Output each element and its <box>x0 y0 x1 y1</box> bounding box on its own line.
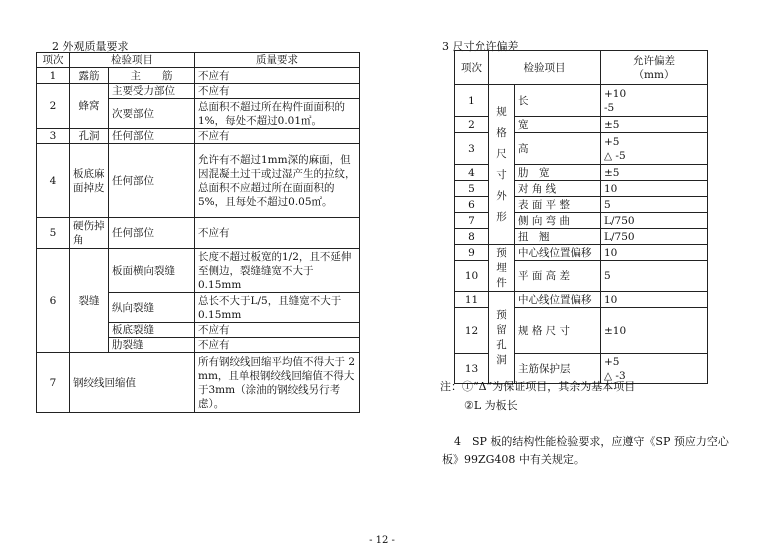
row-item: 露筋 <box>70 68 109 84</box>
row-no: 11 <box>455 292 489 308</box>
group-char: 留 <box>496 324 507 336</box>
row-item: 规 格 尺 寸 <box>515 308 601 354</box>
group-char: 孔 <box>496 339 507 351</box>
group-char: 规 <box>496 106 507 118</box>
row-no: 7 <box>455 213 489 229</box>
row-no: 4 <box>455 165 489 181</box>
row-req: 总面积不超过所在构件面面积的1%，每处不超过0.01㎡。 <box>195 99 360 129</box>
row-item: 硬伤掉角 <box>70 218 109 249</box>
row-tolerance: 5 <box>601 197 708 213</box>
row-req: 不应有 <box>195 323 360 338</box>
row-item: 长 <box>515 85 601 117</box>
row-no: 1 <box>37 68 70 84</box>
row-sub: 任何部位 <box>109 129 195 144</box>
row-req: 总长不大于L/5，且缝宽不大于 0.15mm <box>195 293 360 323</box>
row-item: 对 角 线 <box>515 181 601 197</box>
row-tolerance: ±5 <box>601 165 708 181</box>
group-char: 外 <box>496 190 507 202</box>
row-tolerance: 10 <box>601 181 708 197</box>
group-char: 埋 <box>496 262 507 274</box>
row-sub: 纵向裂缝 <box>109 293 195 323</box>
row-req: 不应有 <box>195 129 360 144</box>
left-section-title: 2 外观质量要求 <box>52 40 129 53</box>
row-no: 3 <box>455 133 489 165</box>
row-no: 2 <box>37 84 70 129</box>
row-req: 允许有不超过1mm深的麻面，但因混凝土过干或过湿产生的拉纹，总面积不应超过所在面面积的 5%，且每处不超过0.05㎡。 <box>195 144 360 218</box>
section-4-paragraph: 4 SP 板的结构性能检验要求，应遵守《SP 预应力空心板》99ZG408 中有关规定。 <box>442 435 729 466</box>
row-tolerance: L/750 <box>601 213 708 229</box>
row-tolerance: ±10 <box>601 308 708 354</box>
row-no: 7 <box>37 353 70 413</box>
row-tolerance: L/750 <box>601 229 708 245</box>
row-no: 5 <box>455 181 489 197</box>
row-no: 6 <box>455 197 489 213</box>
header-no: 项次 <box>455 51 489 85</box>
row-no: 8 <box>455 229 489 245</box>
row-item: 高 <box>515 133 601 165</box>
row-sub: 肋裂缝 <box>109 338 195 353</box>
row-item: 肋 宽 <box>515 165 601 181</box>
row-sub: 主 筋 <box>109 68 195 84</box>
row-sub: 板底裂缝 <box>109 323 195 338</box>
group-label <box>489 245 515 292</box>
row-tolerance: +10 -5 <box>601 85 708 117</box>
row-sub: 板面横向裂缝 <box>109 249 195 293</box>
appearance-quality-table <box>36 52 360 413</box>
row-item: 扭 翘 <box>515 229 601 245</box>
row-no: 2 <box>455 117 489 133</box>
group-char: 格 <box>496 127 507 139</box>
row-item: 表 面 平 整 <box>515 197 601 213</box>
row-no: 10 <box>455 261 489 292</box>
dimension-tolerance-table <box>454 50 708 384</box>
row-item: 钢绞线回缩值 <box>70 353 195 413</box>
row-sub: 次要部位 <box>109 99 195 129</box>
right-section-title: 3 尺寸允许偏差 <box>442 40 519 53</box>
row-item: 侧 向 弯 曲 <box>515 213 601 229</box>
row-item: 裂缝 <box>70 249 109 353</box>
row-tolerance: 10 <box>601 245 708 261</box>
row-sub: 主要受力部位 <box>109 84 195 99</box>
header-req: 质量要求 <box>195 53 360 68</box>
note-1: 注：①“Δ”为保证项目，其余为基本项目 <box>440 380 636 393</box>
row-item: 孔洞 <box>70 129 109 144</box>
page-number: - 12 - <box>369 535 395 546</box>
group-char: 预 <box>496 247 507 259</box>
header-tol: 允许偏差 （mm） <box>601 51 708 85</box>
row-tolerance: +5 △ -3 <box>601 354 708 384</box>
row-no: 12 <box>455 308 489 354</box>
row-item: 中心线位置偏移 <box>515 292 601 308</box>
row-req: 长度不超过板宽的1/2，且不延伸至侧边，裂缝缝宽不大于0.15mm <box>195 249 360 293</box>
row-item: 平 面 高 差 <box>515 261 601 292</box>
row-tolerance: 10 <box>601 292 708 308</box>
row-sub: 任何部位 <box>109 218 195 249</box>
row-req: 所有钢绞线回缩平均值不得大于 2 mm，且单根钢绞线回缩值不得大于3mm（涂油的钢绞线另行考虑）。 <box>195 353 360 413</box>
row-tolerance: 5 <box>601 261 708 292</box>
group-label <box>489 292 515 384</box>
row-sub: 任何部位 <box>109 144 195 218</box>
row-req: 不应有 <box>195 84 360 99</box>
row-req: 不应有 <box>195 218 360 249</box>
header-item: 检验项目 <box>70 53 195 68</box>
row-req: 不应有 <box>195 68 360 84</box>
row-item: 宽 <box>515 117 601 133</box>
row-no: 4 <box>37 144 70 218</box>
note-2: ②L 为板长 <box>464 399 518 412</box>
row-no: 5 <box>37 218 70 249</box>
row-item: 板底麻面掉皮 <box>70 144 109 218</box>
group-char: 形 <box>496 211 507 223</box>
row-item: 蜂窝 <box>70 84 109 129</box>
group-char: 寸 <box>496 169 507 181</box>
row-no: 9 <box>455 245 489 261</box>
group-char: 洞 <box>496 354 507 366</box>
header-item: 检验项目 <box>489 51 601 85</box>
row-item: 中心线位置偏移 <box>515 245 601 261</box>
row-req: 不应有 <box>195 338 360 353</box>
row-item: 主筋保护层 <box>515 354 601 384</box>
row-tolerance: +5 △ -5 <box>601 133 708 165</box>
group-char: 预 <box>496 309 507 321</box>
header-no: 项次 <box>37 53 70 68</box>
group-char: 尺 <box>496 148 507 160</box>
row-no: 1 <box>455 85 489 117</box>
row-no: 13 <box>455 354 489 384</box>
group-char: 件 <box>496 277 507 289</box>
row-tolerance: ±5 <box>601 117 708 133</box>
group-label <box>489 85 515 245</box>
row-no: 3 <box>37 129 70 144</box>
row-no: 6 <box>37 249 70 353</box>
